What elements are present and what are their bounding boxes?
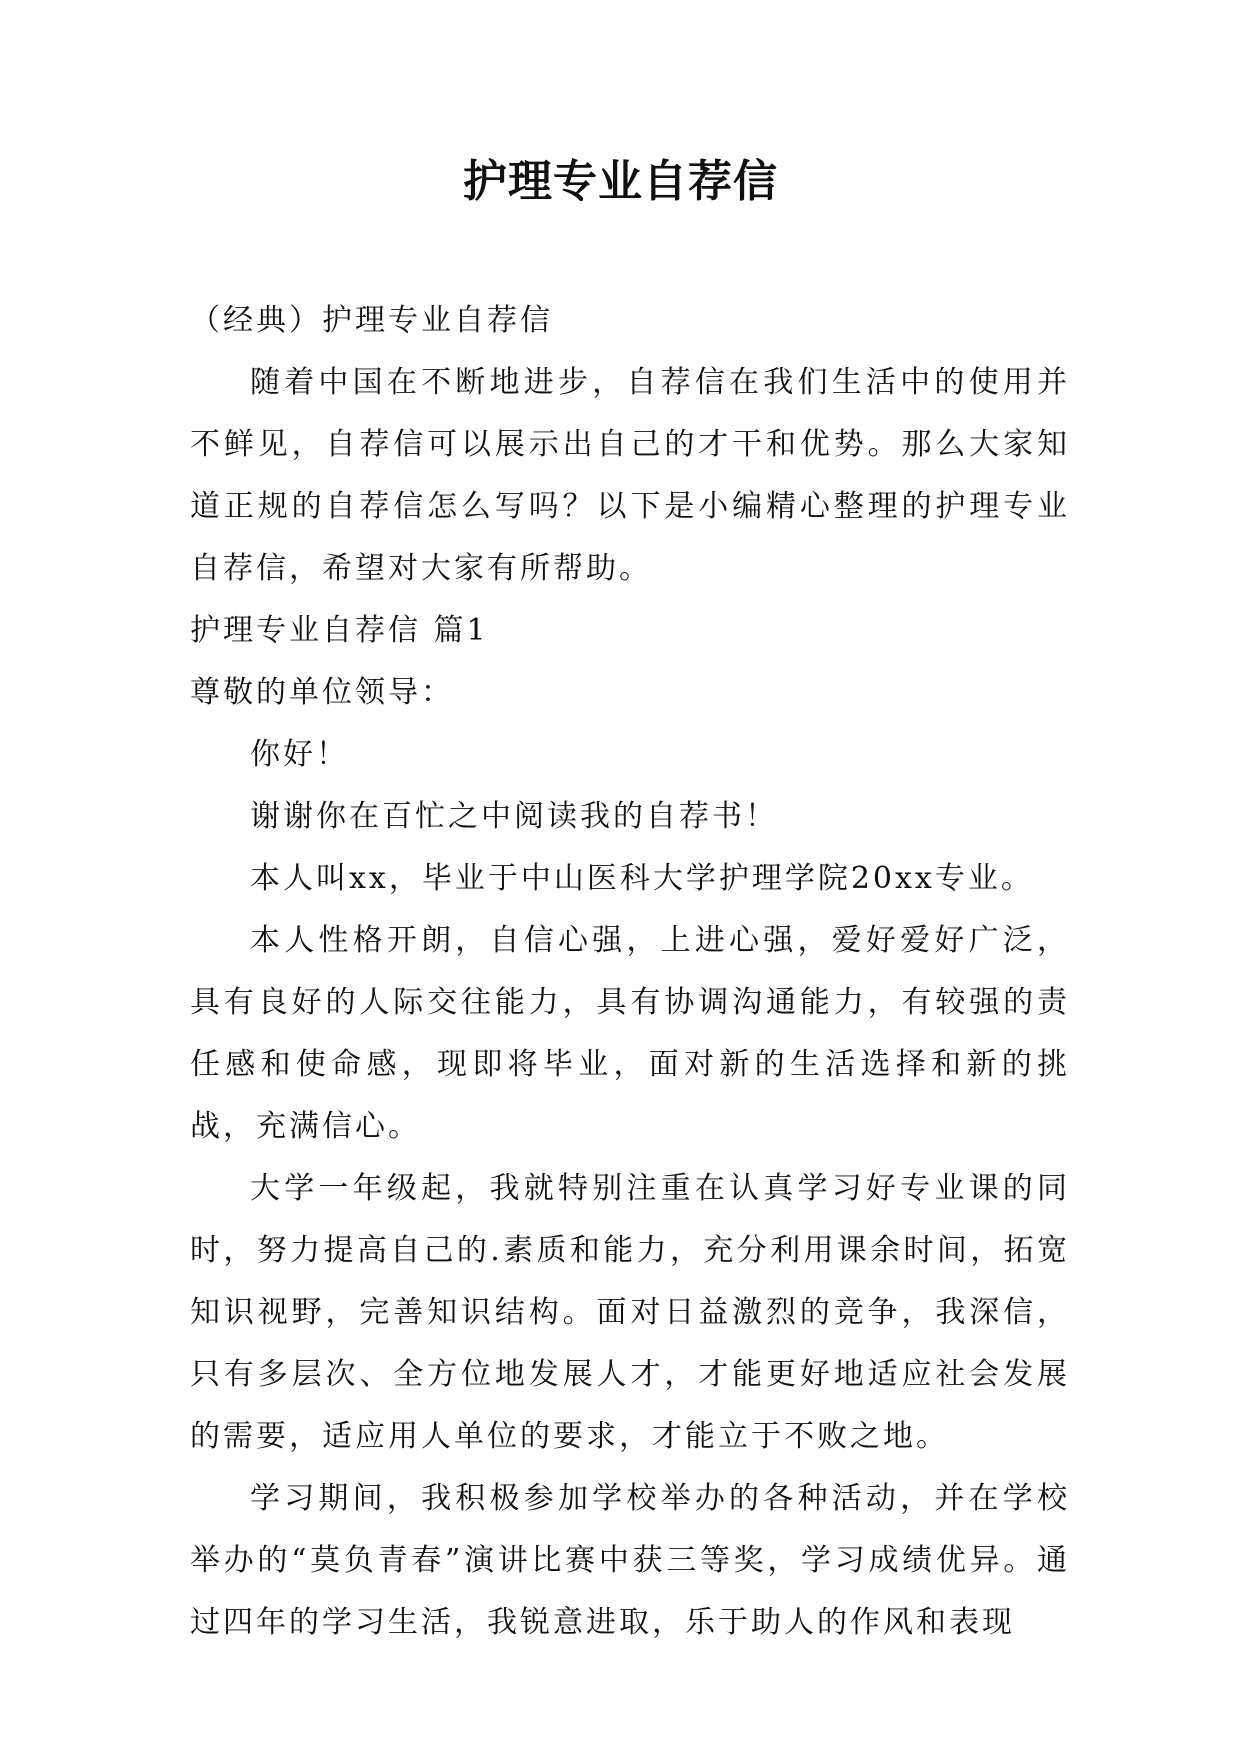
self-introduction: 本人叫xx，毕业于中山医科大学护理学院20xx专业。 [250,861,1034,896]
greeting: 你好！ [250,737,349,772]
study-paragraph: 大学一年级起，我就特别注重在认真学习好专业课的同时，努力提高自己的.素质和能力，充分利用课余时间，拓宽知识视野，完善知识结构。面对日益激烈的竞争，我深信，只有多层次、全方位地发展人才，才能更好地适应社会发展的需要，适应用人单位的要求，才能立于不败之地。 [190,1171,1070,1454]
salutation: 尊敬的单位领导： [190,675,454,710]
document-title: 护理专业自荐信 [463,156,778,207]
document-body [190,290,1070,1654]
thanks-line: 谢谢你在百忙之中阅读我的自荐书！ [250,799,778,834]
section-heading: 护理专业自荐信 篇1 [190,613,489,648]
subtitle-line: （经典）护理专业自荐信 [190,303,553,338]
personality-paragraph: 本人性格开朗，自信心强，上进心强，爱好爱好广泛，具有良好的人际交往能力，具有协调沟通能力，有较强的责任感和使命感，现即将毕业，面对新的生活选择和新的挑战，充满信心。 [190,923,1070,1144]
intro-paragraph: 随着中国在不断地进步，自荐信在我们生活中的使用并不鲜见，自荐信可以展示出自己的才干和优势。那么大家知道正规的自荐信怎么写吗？以下是小编精心整理的护理专业自荐信，希望对大家有所帮助。 [190,365,1070,586]
activities-paragraph: 学习期间，我积极参加学校举办的各种活动，并在学校举办的“莫负青春”演讲比赛中获三等奖，学习成绩优异。通过四年的学习生活，我锐意进取，乐于助人的作风和表现 [190,1481,1070,1640]
